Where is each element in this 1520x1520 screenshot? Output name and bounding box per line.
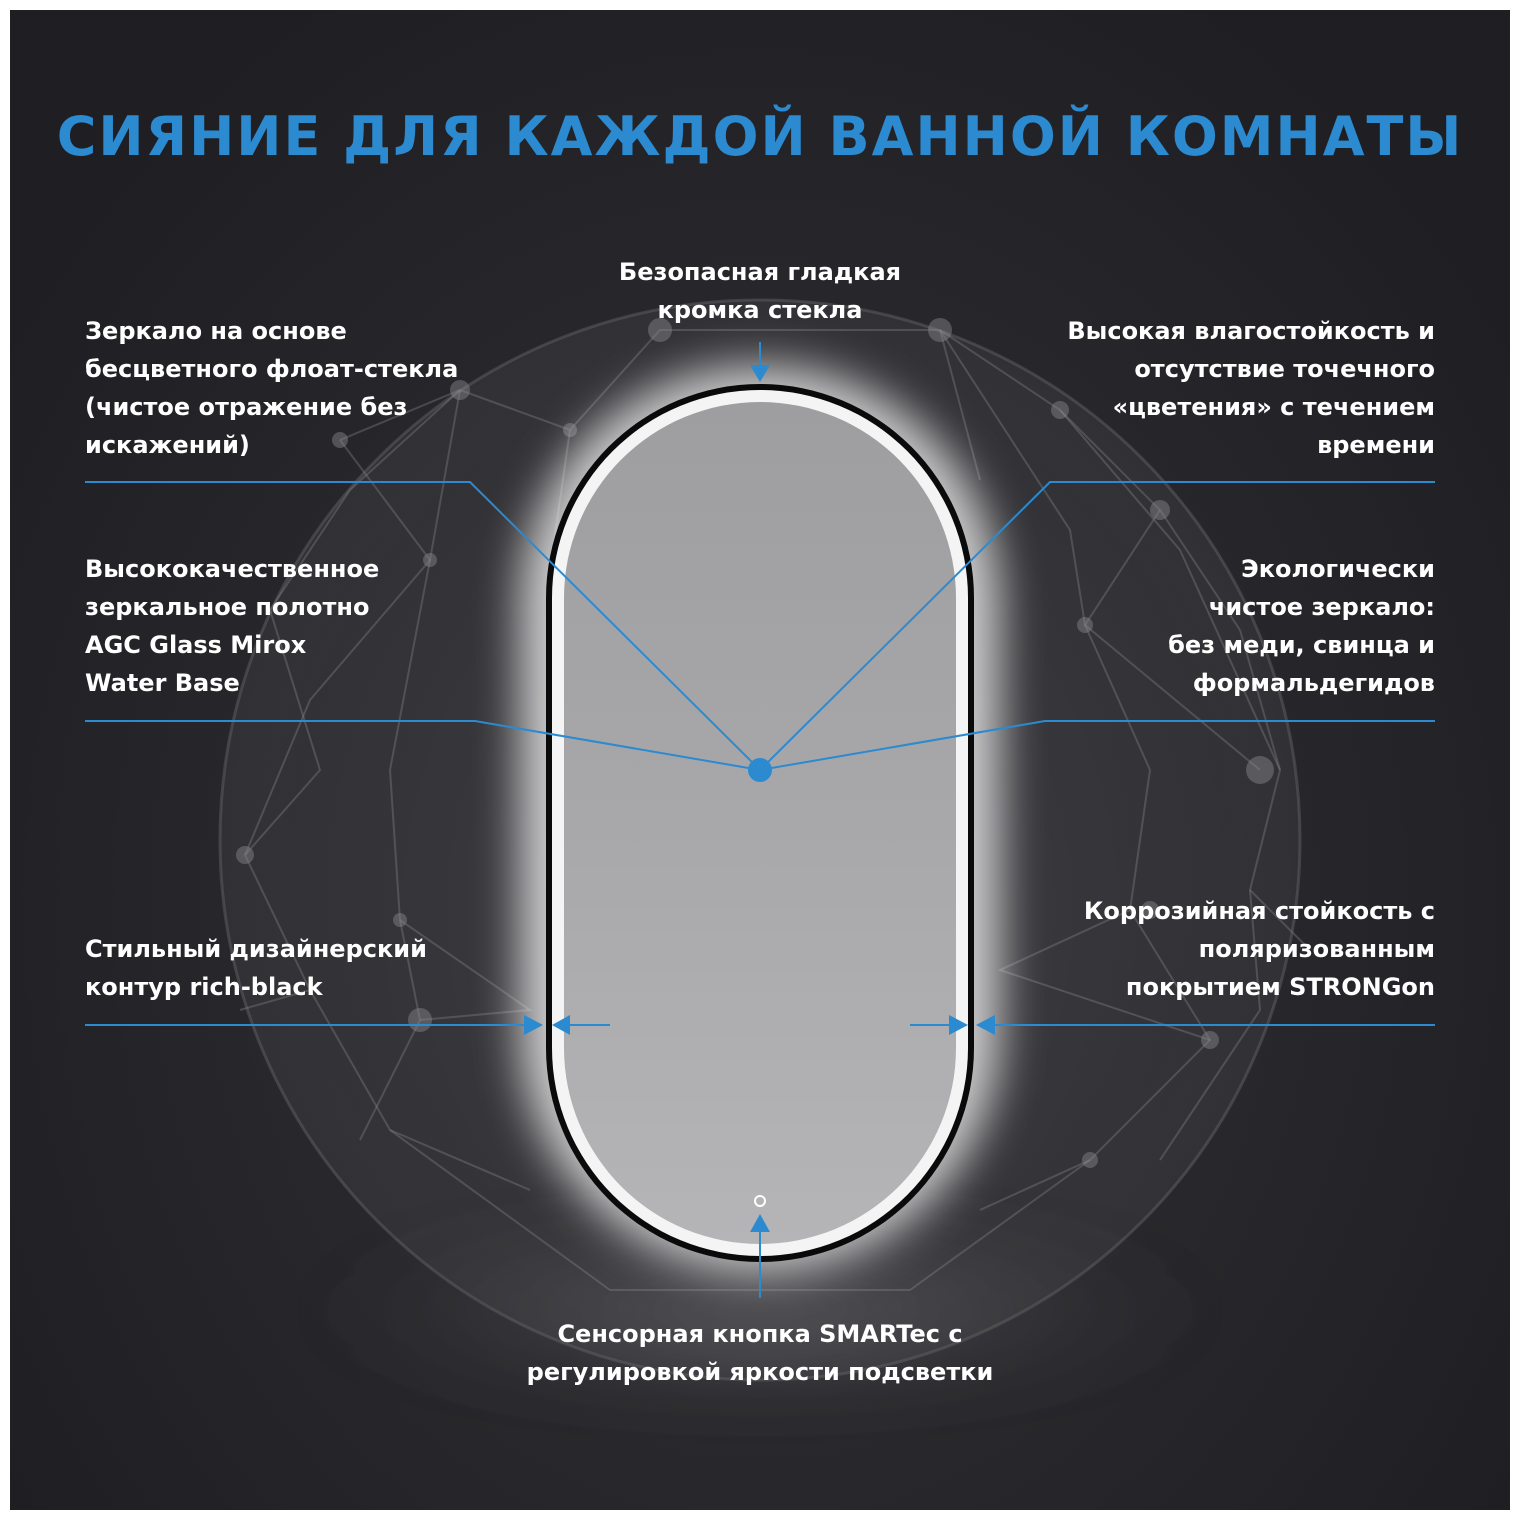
label-mirror-sheet: Высококачественное зеркальное полотно AGC Glass Mirox Water Base — [85, 555, 380, 697]
label-moisture: Высокая влагостойкость и отсутствие точечного «цветения» с течением времени — [1067, 317, 1435, 459]
infographic-card — [10, 10, 1510, 1510]
label-float-glass: Зеркало на основе бесцветного флоат-стекла (чистое отражение без искажений) — [85, 317, 459, 459]
label-sensor: Сенсорная кнопка SMARTec с регулировкой яркости подсветки — [526, 1320, 994, 1386]
label-top-edge: Безопасная гладкая кромка стекла — [618, 258, 902, 324]
label-contour: Стильный дизайнерский контур rich-black — [85, 935, 427, 1001]
mirror-illustration — [10, 10, 1510, 1510]
center-point — [748, 758, 772, 782]
label-corrosion: Коррозийная стойкость с поляризованным покрытием STRONGon — [1083, 897, 1435, 1001]
page-title: СИЯНИЕ ДЛЯ КАЖДОЙ ВАННОЙ КОМНАТЫ — [56, 105, 1464, 168]
mirror-glass — [564, 402, 956, 1244]
label-eco: Экологически чистое зеркало: без меди, свинца и формальдегидов — [1168, 555, 1435, 697]
